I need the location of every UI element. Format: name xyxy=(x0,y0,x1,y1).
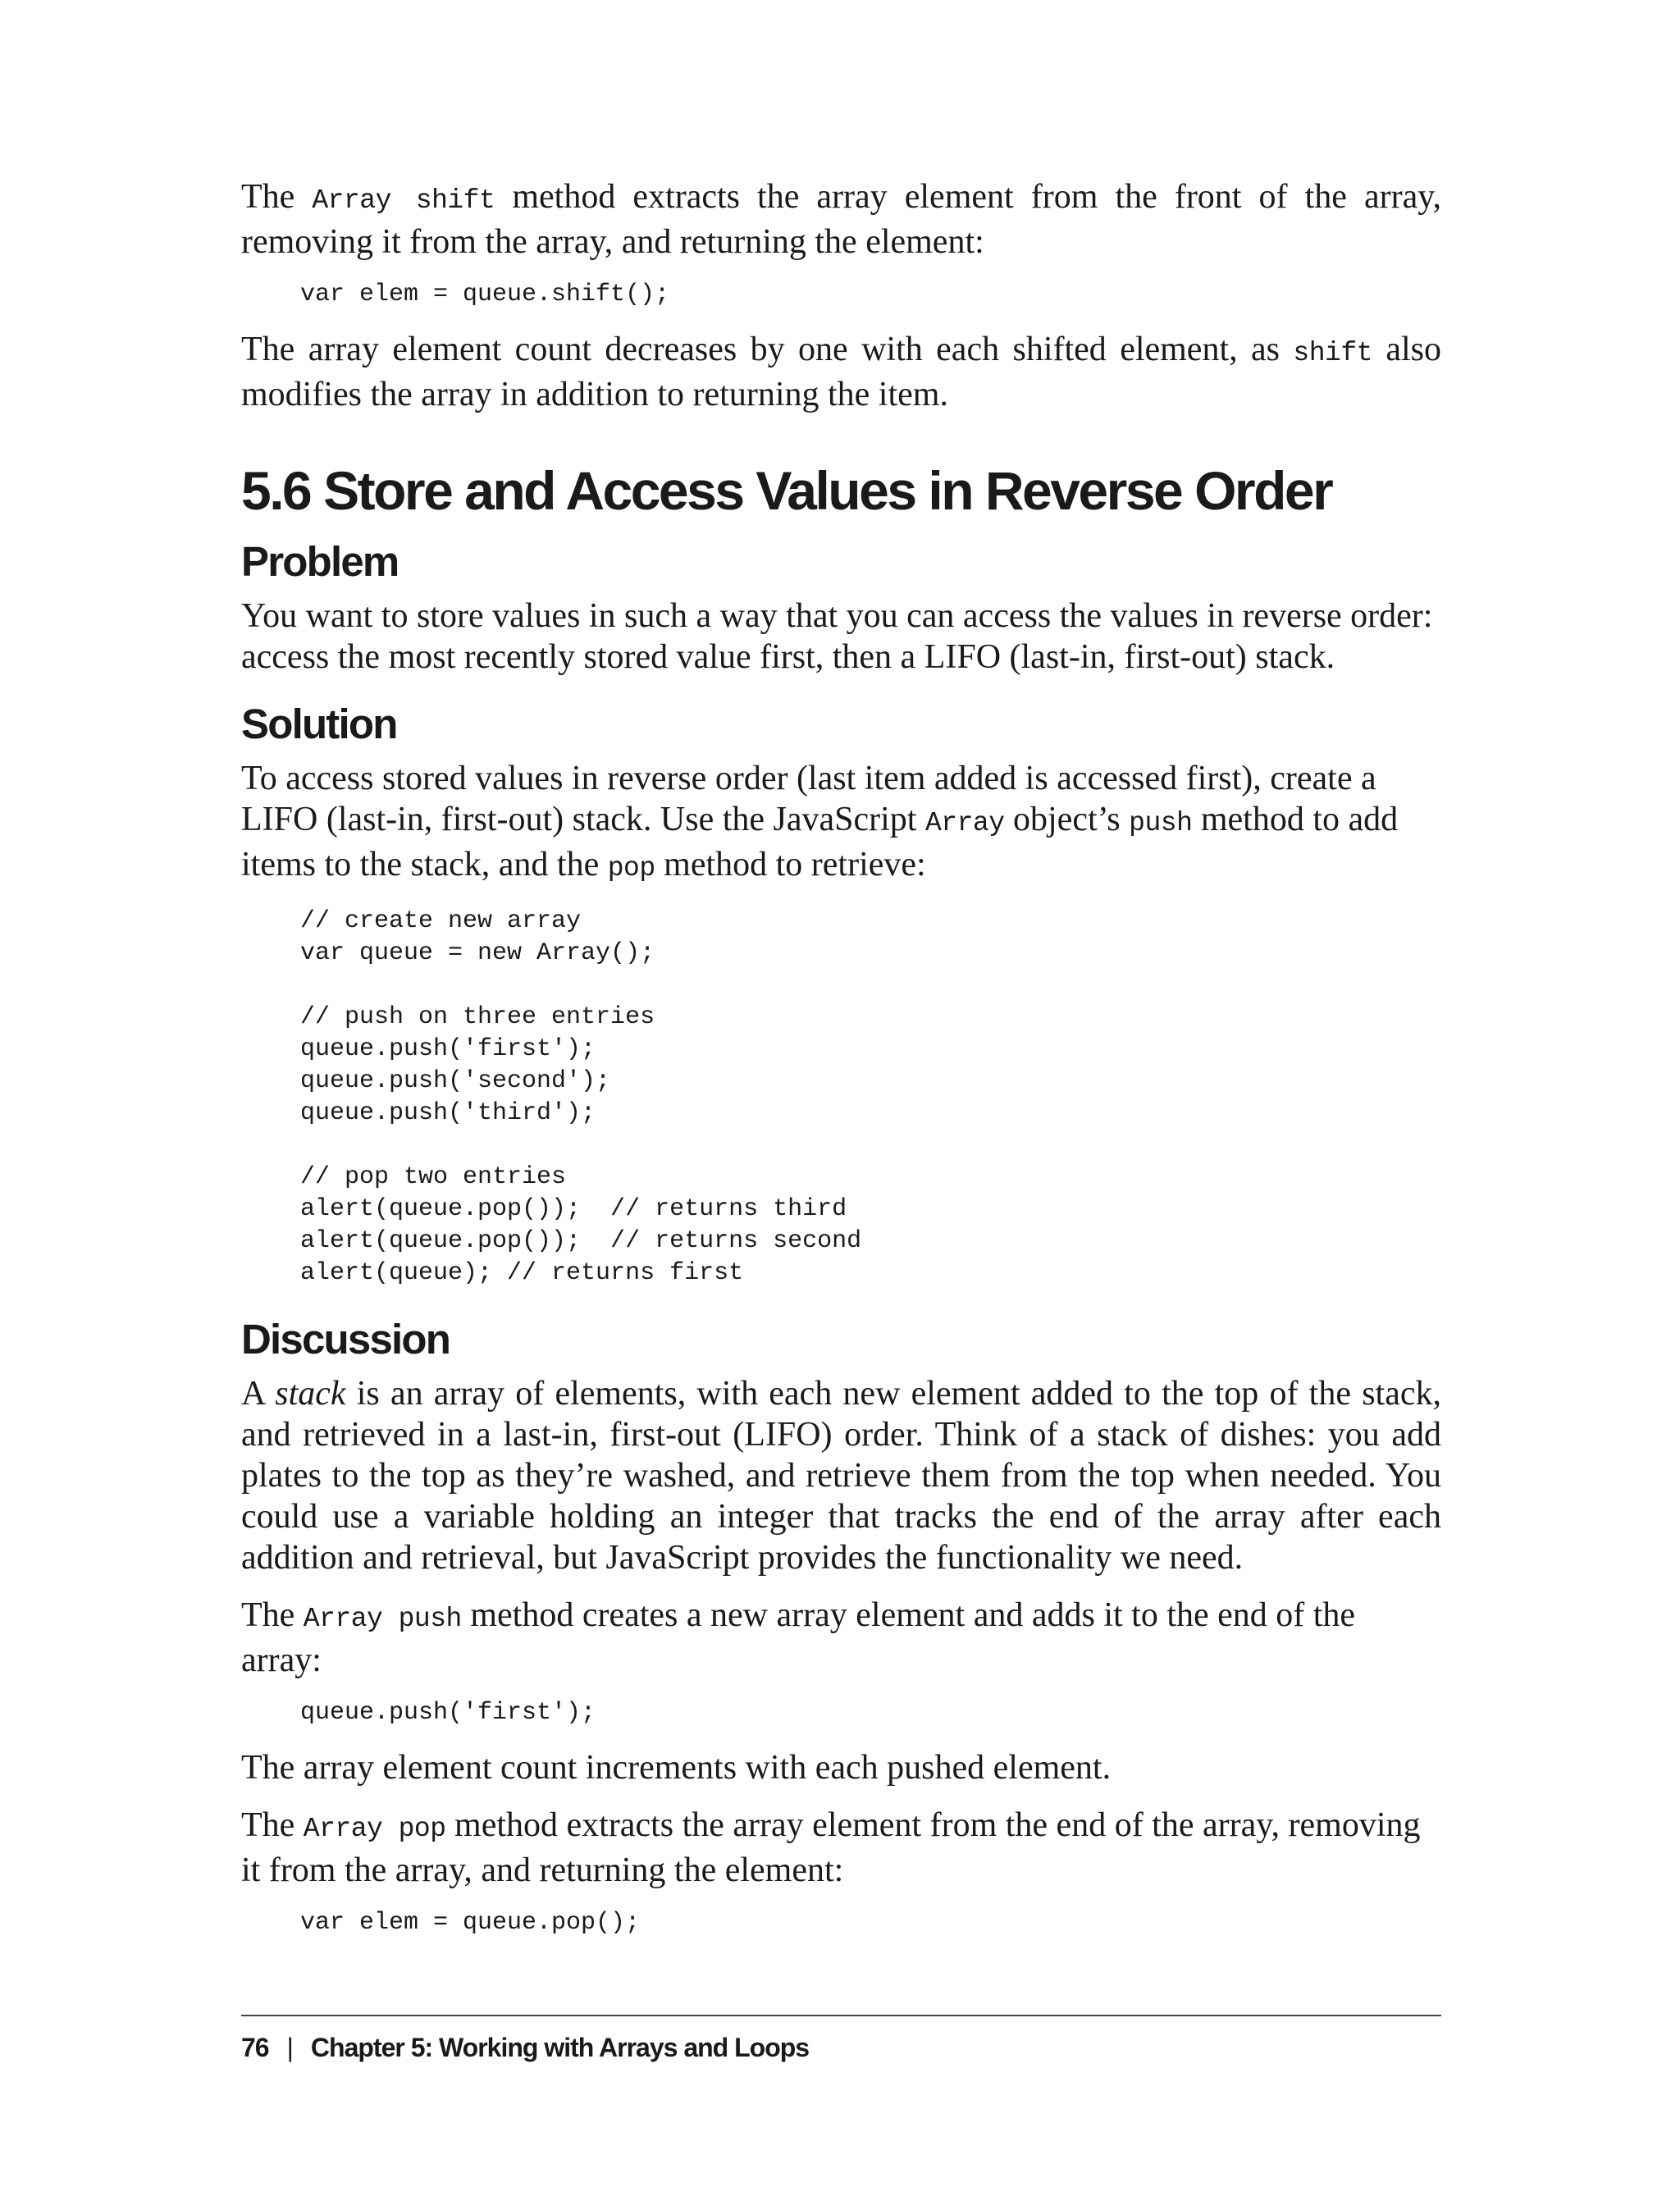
intro-paragraph-shift: The Array shift method extracts the array element from the front of the array, removing it from the array, and returning the element: xyxy=(241,178,1441,261)
inline-code: shift xyxy=(1293,338,1372,368)
discussion-paragraph-stack: A stack is an array of elements, with each new element added to the top of the stack, and retrieved in a last-in, first-out (LIFO) order. Think of a stack of dishes: you add plates to the top as they’re washed, and retrieve them from the top when needed. You could use a variable holding an integer that tracks the end of the array after each addition and retrieval, but JavaScript provides the functionality we need. xyxy=(241,1375,1441,1577)
inline-code: Array pop xyxy=(303,1814,446,1844)
inline-code: Array push xyxy=(303,1604,462,1634)
solution-heading: Solution xyxy=(241,701,397,747)
page-content xyxy=(241,176,1441,1957)
discussion-heading: Discussion xyxy=(241,1316,450,1363)
code-block-push: queue.push('first'); xyxy=(300,1699,596,1727)
inline-code: pop xyxy=(607,853,655,883)
emphasis-term: stack xyxy=(275,1375,346,1413)
discussion-paragraph-push: The Array push method creates a new array element and adds it to the end of the array: xyxy=(241,1596,1356,1679)
inline-code: Array xyxy=(924,808,1005,838)
problem-paragraph: You want to store values in such a way that you can access the values in reverse order: access the most recently stored value first, then a LIFO (last-in, first-out) stack. xyxy=(241,597,1433,676)
code-block-shift: var elem = queue.shift(); xyxy=(300,281,670,308)
code-block-pop: var elem = queue.pop(); xyxy=(300,1909,641,1937)
page-number: 76 xyxy=(241,2033,269,2062)
problem-heading: Problem xyxy=(241,538,399,585)
inline-code: Array shift xyxy=(312,185,495,216)
code-block-solution: // create new array var queue = new Array(); // push on three entries queue.push('first'); queue.push('second'); queue.push('third'); // pop two entries alert(queue.pop()); // returns third alert(queue.pop()); // returns second alert(queue); // returns first xyxy=(300,907,862,1287)
footer-separator: | xyxy=(286,2033,293,2062)
discussion-paragraph-increment: The array element count increments with each pushed element. xyxy=(241,1749,1112,1787)
page-footer xyxy=(241,2015,1441,2063)
solution-paragraph: To access stored values in reverse order (last item added is accessed first), create a LIFO (last-in, first-out) stack. Use the JavaScript Array object’s push method to add items to the stack, and the pop method to retrieve: xyxy=(241,760,1399,883)
intro-paragraph-count: The array element count decreases by one with each shifted element, as shift also modifies the array in addition to returning the item. xyxy=(241,331,1441,413)
discussion-paragraph-pop: The Array pop method extracts the array element from the end of the array, removing it from the array, and returning the element: xyxy=(241,1806,1421,1889)
chapter-title: Chapter 5: Working with Arrays and Loops xyxy=(310,2033,810,2062)
section-title: 5.6 Store and Access Values in Reverse Order xyxy=(241,460,1332,521)
inline-code: push xyxy=(1129,808,1193,838)
